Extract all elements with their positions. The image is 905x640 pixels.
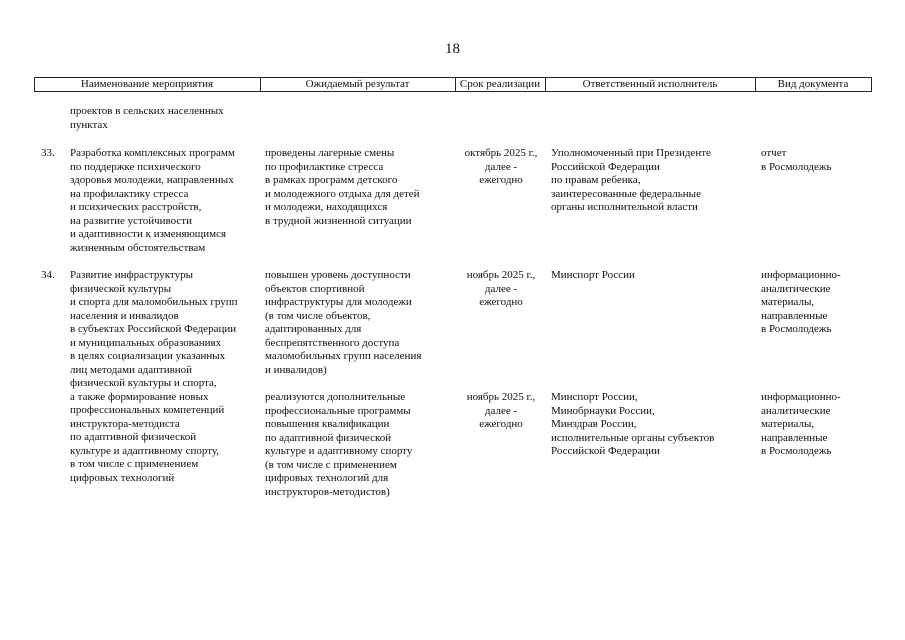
header-divider <box>871 77 872 91</box>
header-term: Срок реализации <box>459 78 541 90</box>
row-executor: Минспорт России <box>551 269 635 281</box>
row-name: Разработка комплексных программ по поддержке психического здоровья молодежи, направленных на профилактику стресса и психических расстройств, на развитие устойчивости и адаптивности к изменяющимся жизненным обстоятельствам <box>70 147 235 254</box>
row-term: октябрь 2025 г., далее - ежегодно <box>464 147 538 186</box>
header-result: Ожидаемый результат <box>305 78 410 90</box>
page-number: 18 <box>445 41 460 57</box>
row-term-secondary: ноябрь 2025 г., далее - ежегодно <box>466 391 536 430</box>
header-name: Наименование мероприятия <box>80 78 214 90</box>
row-result: проведены лагерные смены по профилактике стресса в рамках программ детского и молодежного отдыха для детей и молодежи, находящихся в трудной жизненной ситуации <box>265 147 420 227</box>
row-result: повышен уровень доступности объектов спортивной инфраструктуры для молодежи (в том числе объектов, адаптированных для беспрепятственного доступа маломобильных групп населения и инвалидов) <box>265 269 422 376</box>
header-bottom-rule <box>34 91 872 92</box>
header-executor: Ответственный исполнитель <box>582 78 718 90</box>
continuation-name: проектов в сельских населенных пунктах <box>70 105 224 131</box>
row-number: 33. <box>41 147 55 159</box>
header-document: Вид документа <box>777 78 849 90</box>
row-result-secondary: реализуются дополнительные профессиональные программы повышения квалификации по адаптивной физической культуре и адаптивному спорту (в том числе с применением цифровых технологий для инструкторов-методистов) <box>265 391 413 498</box>
row-number: 34. <box>41 269 55 281</box>
row-term: ноябрь 2025 г., далее - ежегодно <box>466 269 536 308</box>
row-document: отчет в Росмолодежь <box>761 147 832 173</box>
row-document: информационно- аналитические материалы, направленные в Росмолодежь <box>761 269 841 335</box>
row-executor-secondary: Минспорт России, Минобрнауки России, Минздрав России, исполнительные органы субъектов Российской Федерации <box>551 391 715 457</box>
row-name: Развитие инфраструктуры физической культуры и спорта для маломобильных групп населения и инвалидов в субъектах Российской Федерации и муниципальных образованиях в целях социализации указанных лиц методами адаптивной физической культуры и спорта, а также формирование новых профессиональных компетенций инструктора-методиста по адаптивной физической культуре и адаптивному спорту, в том числе с применением цифровых технологий <box>70 269 238 484</box>
row-document-secondary: информационно- аналитические материалы, направленные в Росмолодежь <box>761 391 841 457</box>
row-executor: Уполномоченный при Президенте Российской Федерации по правам ребенка, заинтересованные федеральные органы исполнительной власти <box>551 147 711 213</box>
